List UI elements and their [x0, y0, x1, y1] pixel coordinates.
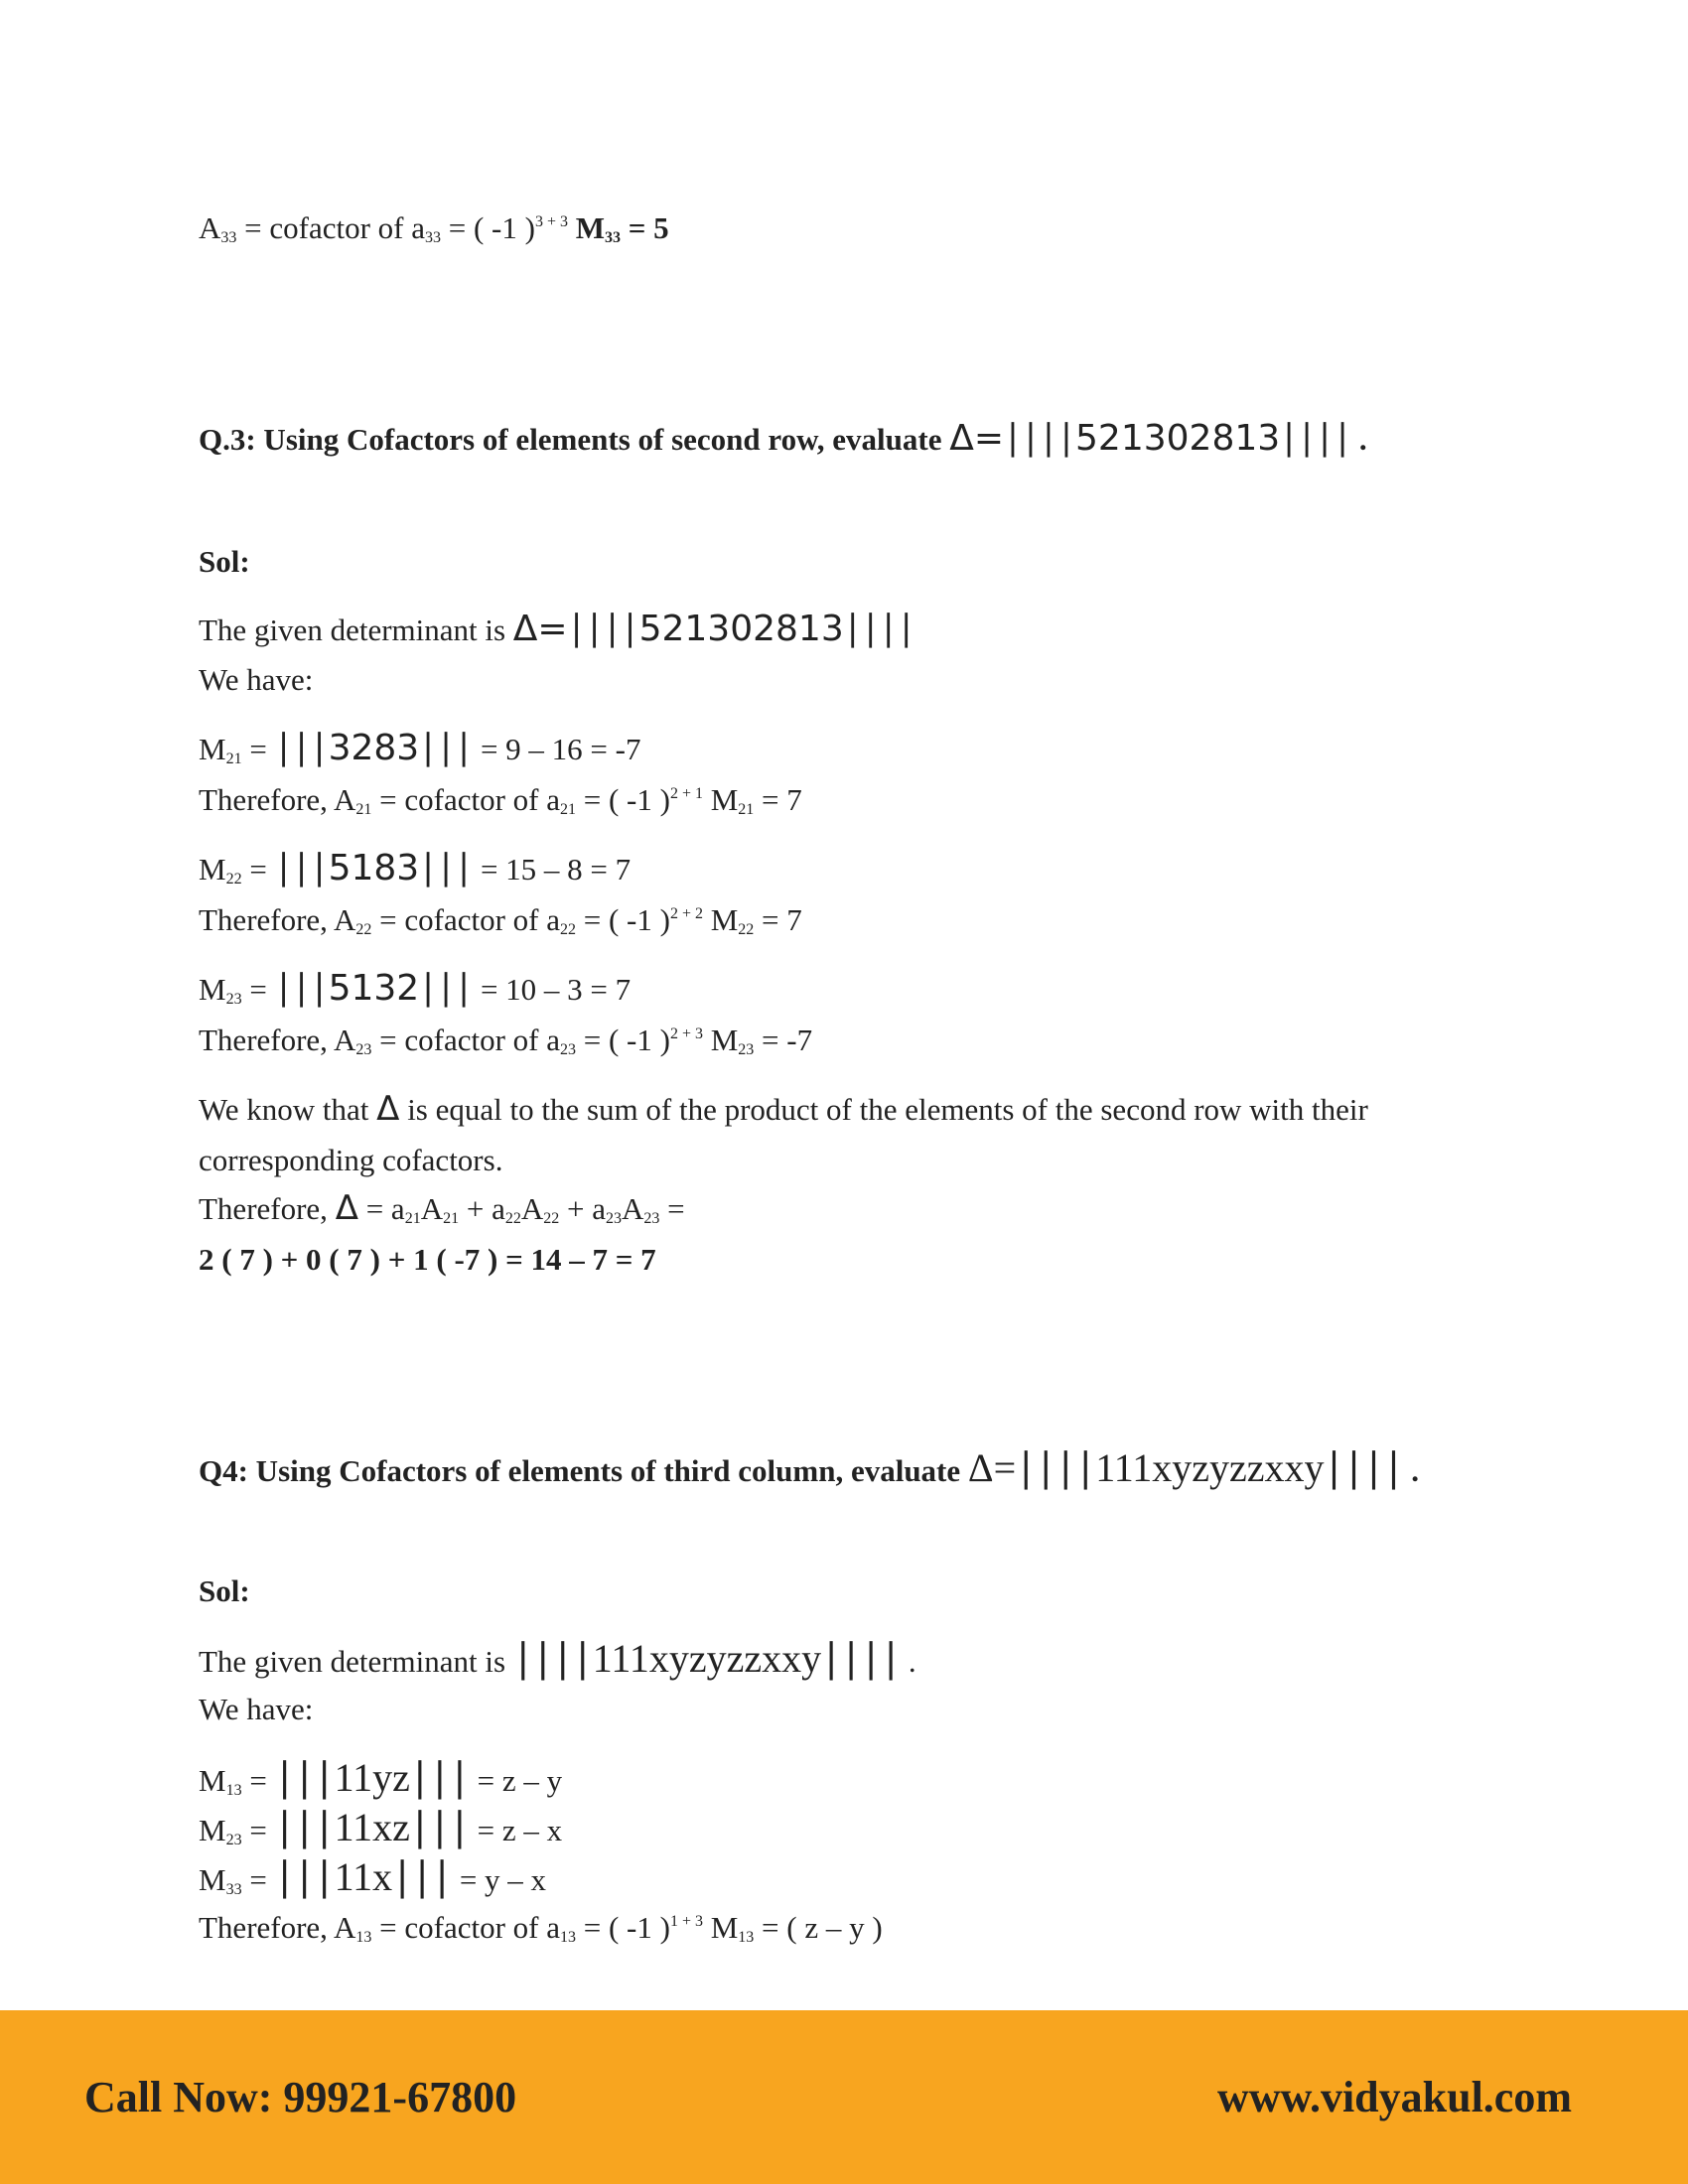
website-link[interactable]: www.vidyakul.com [1217, 2073, 1572, 2121]
minor-m22-line: $M_{22}$ = ∣∣∣5183∣∣∣ = 15 – 8 = 7 [199, 848, 632, 888]
cofactor-a13-line: Therefore, $A_{13}$ = cofactor of $a_{13}$ = ( -1 )$^{1 + 3}$ $M_{13}$ = ( z – y ) [199, 1910, 883, 1946]
solution-label-2: Sol: [199, 1573, 250, 1608]
given-determinant-line-2: The given determinant is ∣∣∣∣111xyzyzzxxy∣∣∣∣ . [199, 1636, 916, 1681]
minor-m21-line: $M_{21}$ = ∣∣∣3283∣∣∣ = 9 – 16 = -7 [199, 728, 641, 768]
explanation-line-1: We know that Δ is equal to the sum of the product of the elements of the second row with their [199, 1089, 1368, 1129]
given-determinant-line: The given determinant is Δ=∣∣∣∣521302813∣∣∣∣ [199, 609, 915, 649]
minor-m23-line: $M_{23}$ = ∣∣∣5132∣∣∣ = 10 – 3 = 7 [199, 968, 632, 1009]
call-now-text[interactable]: Call Now: 99921-67800 [84, 2073, 517, 2121]
solution-label: Sol: [199, 544, 250, 579]
minor-m13-line: $M_{13}$ = ∣∣∣11yz∣∣∣ = z – y [199, 1755, 563, 1800]
minor-m23-line-2: $M_{23}$ = ∣∣∣11xz∣∣∣ = z – x [199, 1805, 563, 1849]
cofactor-a23-line: Therefore, $A_{23}$ = cofactor of $a_{23}$ = ( -1 )$^{2 + 3}$ $M_{23} = -7$ [199, 1023, 813, 1058]
delta-expansion-line: Therefore, $\Delta = a_{21}A_{21} + a_{22}A_{22} + a_{23}A_{23}$ = [199, 1188, 685, 1228]
footer-banner [0, 2010, 1688, 2184]
result-line: 2 ( 7 ) + 0 ( 7 ) + 1 ( -7 ) = 14 – 7 = 7 [199, 1242, 656, 1277]
explanation-line-2: corresponding cofactors. [199, 1143, 503, 1177]
cofactor-a21-line: Therefore, $A_{21}$ = cofactor of $a_{21}$ = ( -1 )$^{2 + 1}$ $M_{21} = 7$ [199, 782, 802, 818]
cofactor-a22-line: Therefore, $A_{22}$ = cofactor of $a_{22}$ = ( -1 )$^{2 + 2}$ $M_{22} = 7$ [199, 902, 802, 938]
cofactor-a33-line: $A_{33}$ = cofactor of $a_{33}$ = ( -1 )$^{3 + 3}$ $M_{33} = 5$ [199, 210, 669, 246]
we-have-line-2: We have: [199, 1692, 314, 1726]
question-4-heading: Q4: Using Cofactors of elements of third column, evaluate Δ=∣∣∣∣111xyzyzzxxy∣∣∣∣ . [199, 1445, 1419, 1490]
minor-m33-line: $M_{33}$ = ∣∣∣11x∣∣∣ = y – x [199, 1854, 547, 1899]
question-3-heading: Q.3: Using Cofactors of elements of second row, evaluate Δ=∣∣∣∣521302813∣∣∣∣ . [199, 418, 1367, 459]
document-page [199, 0, 1489, 2010]
we-have-line: We have: [199, 662, 314, 697]
